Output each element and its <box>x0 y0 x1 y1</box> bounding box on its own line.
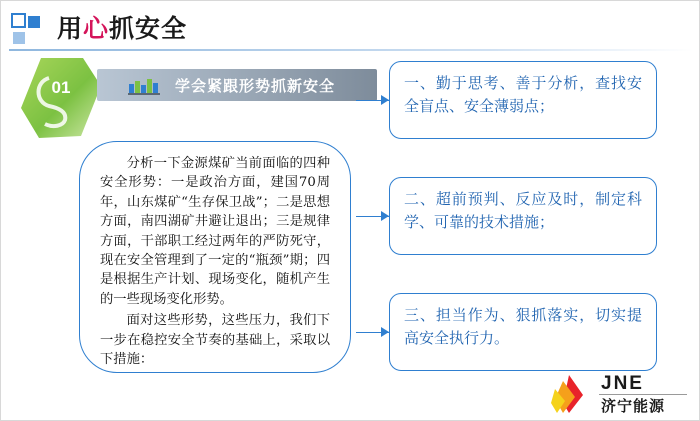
square-filled-icon <box>28 16 40 28</box>
connector-arrow-2 <box>381 211 389 221</box>
header-divider <box>9 49 693 51</box>
factory-icon <box>127 75 161 95</box>
page-title-suffix: 抓安全 <box>109 15 188 43</box>
body-text-box <box>79 141 351 373</box>
page-title-prefix: 用 <box>57 15 84 43</box>
callout-box-2 <box>389 177 657 255</box>
section-title-label: 学会紧跟形势抓新安全 <box>175 78 336 95</box>
section-title-banner <box>97 69 377 101</box>
callout-text-1: 一、勤于思考、善于分析，查找安全盲点、安全薄弱点； <box>404 74 642 115</box>
page-title-heart: 心 <box>83 15 110 43</box>
jne-flame-logo-icon <box>549 375 589 413</box>
body-paragraph-1: 分析一下金源煤矿当前面临的四种安全形势：一是政治方面，建国70周年，山东煤矿“生存保卫战”；二是思想方面，南四湖矿井避让退出；三是规律方面，干部职工经过两年的严防死守，现在安全管理到了一定的“瓶颈”期；四是根据生产计划、现场变化，随机产生的一些现场变化形势。 <box>100 156 330 307</box>
body-paragraph-2: 面对这些形势，这些压力，我们下一步在稳控安全节奏的基础上，采取以下措施： <box>100 313 330 368</box>
section-number-label: 01 <box>51 78 71 97</box>
connector-arrow-1 <box>381 95 389 105</box>
logo-chinese-label: 济宁能源 <box>601 398 666 415</box>
company-logo <box>549 373 689 415</box>
square-light-icon <box>13 32 25 44</box>
callout-text-2: 二、超前预判、反应及时，制定科学、可靠的技术措施； <box>404 190 642 231</box>
callout-text-3: 三、担当作为、狠抓落实，切实提高安全执行力。 <box>404 306 642 347</box>
logo-english-label: JNE <box>601 373 644 394</box>
callout-box-3 <box>389 293 657 371</box>
callout-box-1 <box>389 61 657 139</box>
connector-arrow-3 <box>381 327 389 337</box>
header-square-decoration <box>11 13 51 47</box>
hexagon-shape-icon <box>19 56 103 142</box>
square-outline-icon <box>11 13 26 28</box>
page-title <box>57 9 187 45</box>
section-number-badge <box>19 56 103 142</box>
